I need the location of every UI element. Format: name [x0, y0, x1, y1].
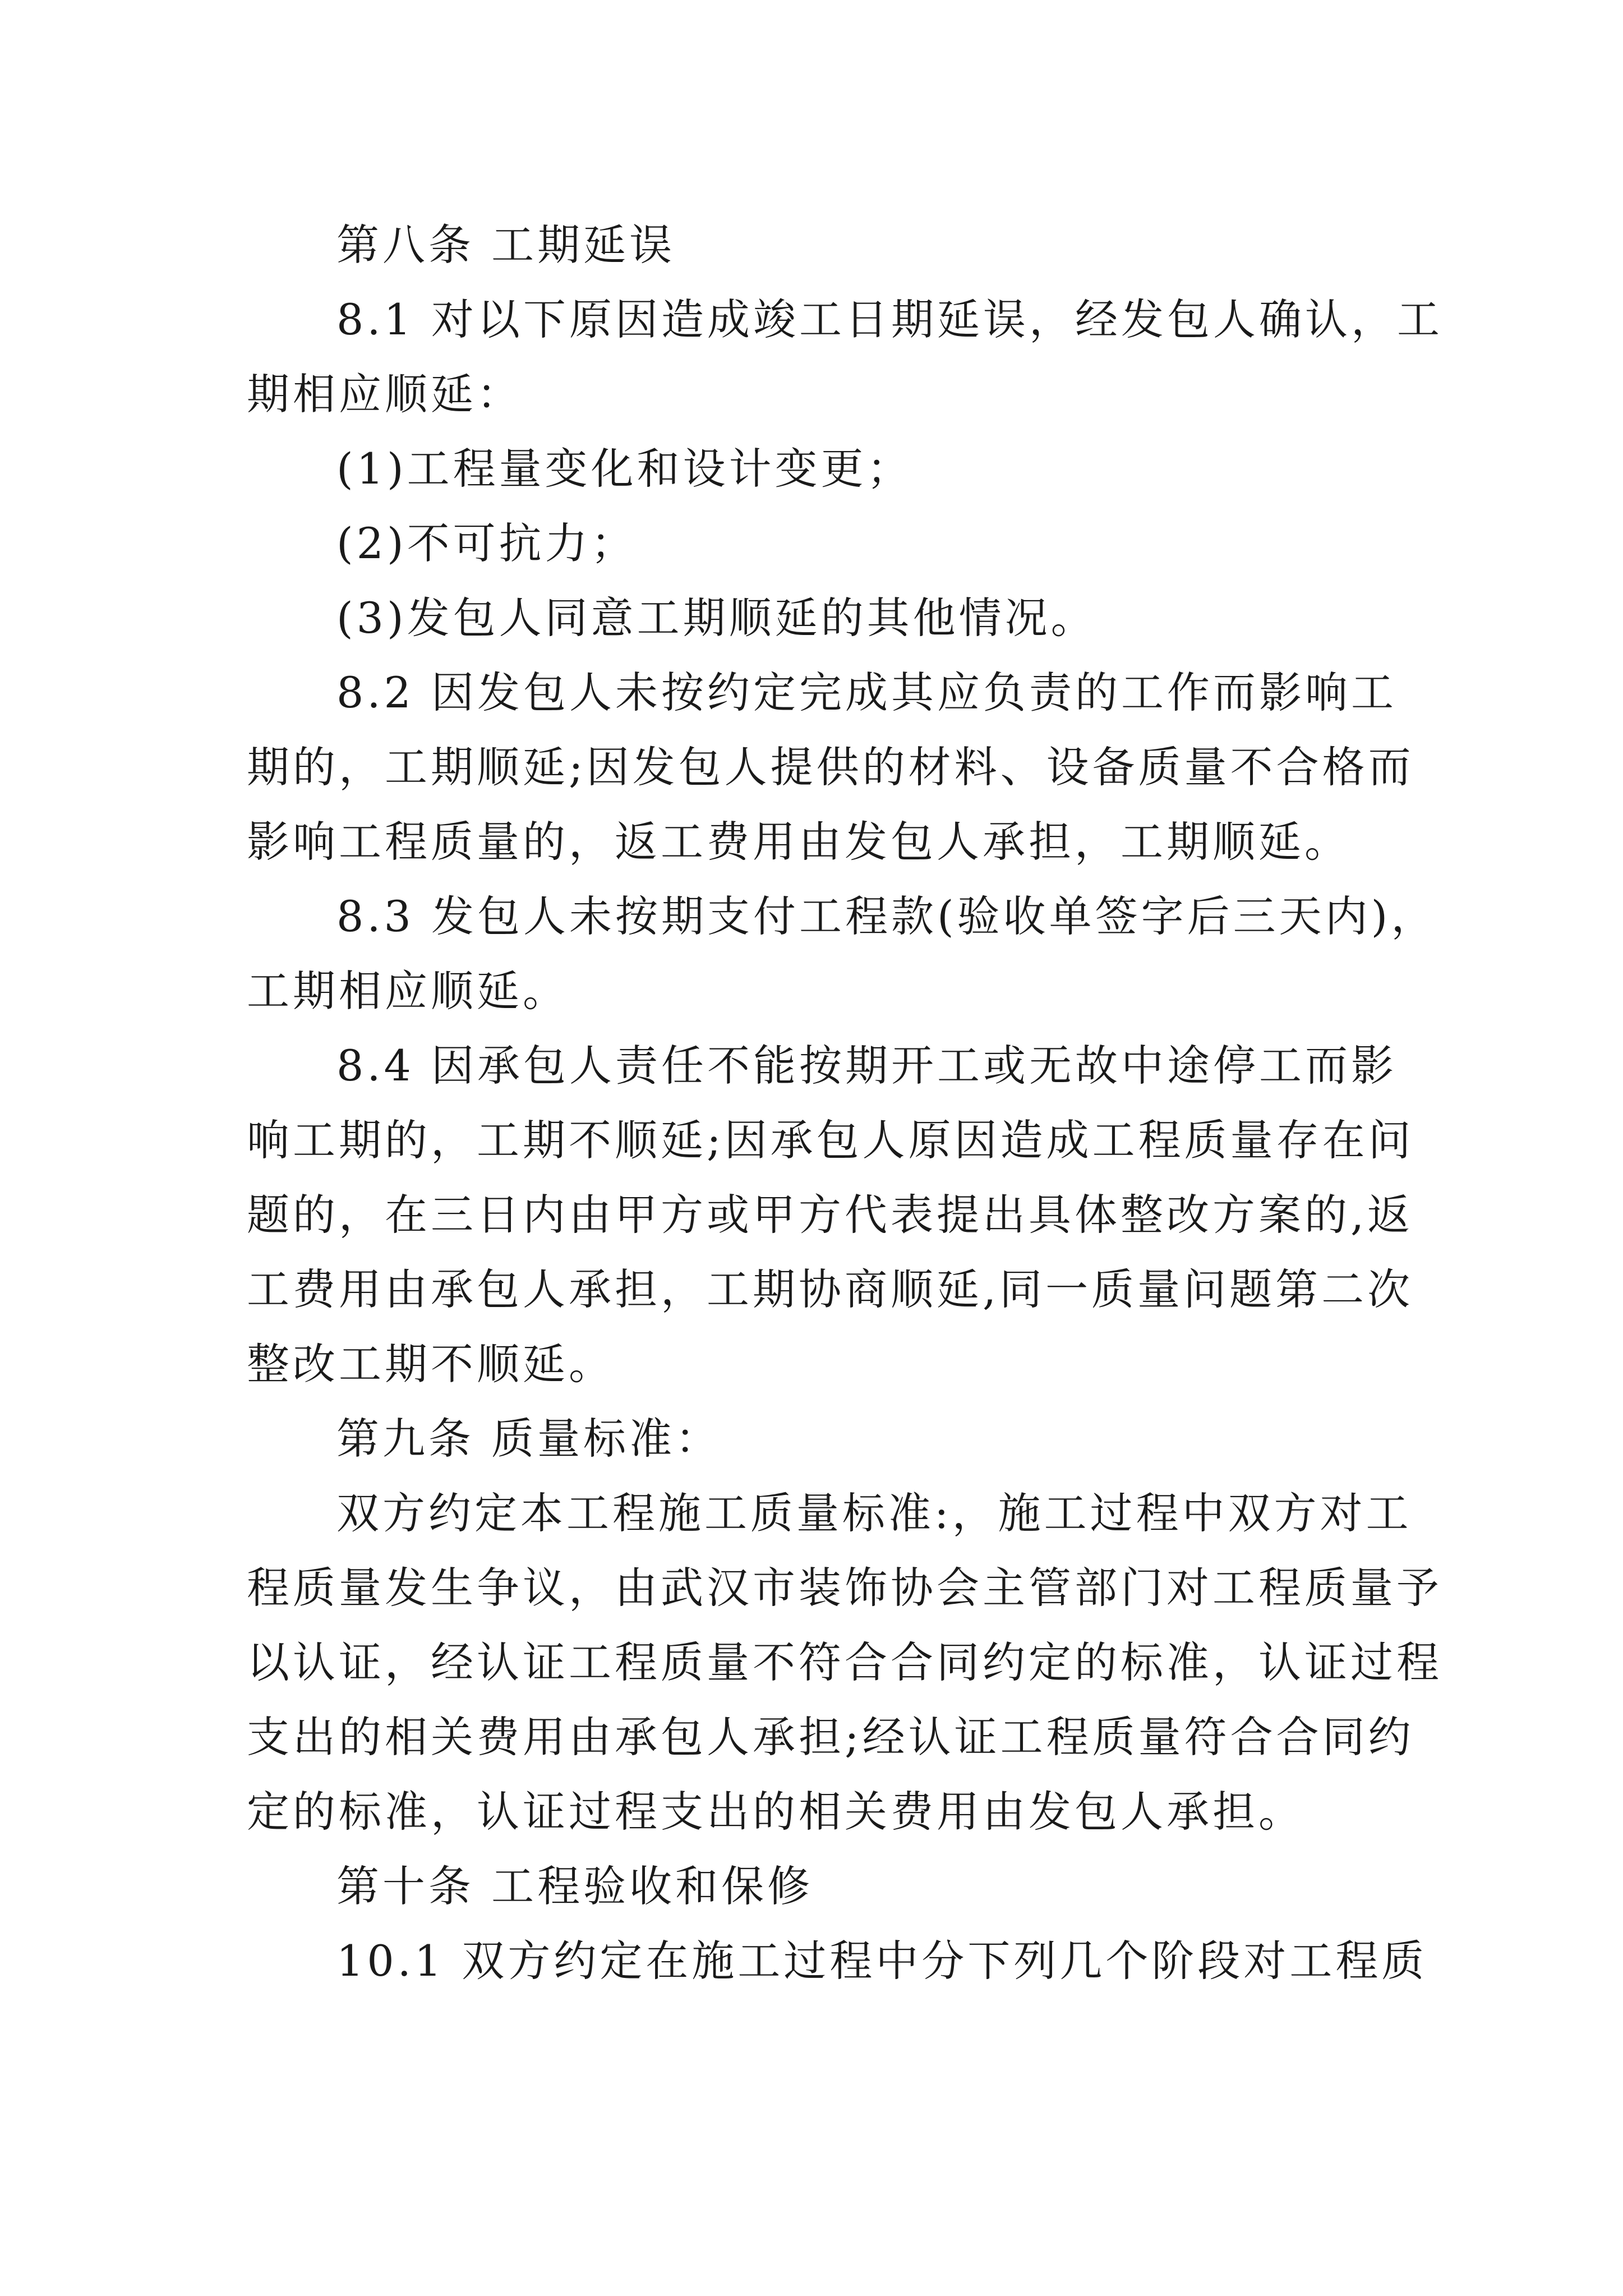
paragraph-line: 工期相应顺延。	[247, 966, 569, 1016]
list-item: (2)不可抗力；	[336, 518, 637, 568]
paragraph-line: 以认证，经认证工程质量不符合合同约定的标准，认证过程	[247, 1637, 1442, 1687]
paragraph-line: 8.2 因发包人未按约定完成其应负责的工作而影响工	[336, 668, 1398, 717]
paragraph-line: 8.4 因承包人责任不能按期开工或无故中途停工而影	[336, 1041, 1398, 1091]
paragraph-line: 期的，工期顺延;因发包人提供的材料、设备质量不合格而	[247, 742, 1414, 792]
paragraph-line: 程质量发生争议，由武汉市装饰协会主管部门对工程质量予	[247, 1563, 1442, 1613]
paragraph-line: 影响工程质量的，返工费用由发包人承担，工期顺延。	[247, 817, 1350, 867]
list-item: (3)发包人同意工期顺延的其他情况。	[336, 593, 1097, 643]
paragraph-line: 期相应顺延：	[247, 369, 523, 419]
paragraph-line: 响工期的，工期不顺延;因承包人原因造成工程质量存在问	[247, 1115, 1414, 1165]
paragraph-line: 8.1 对以下原因造成竣工日期延误，经发包人确认，工	[336, 295, 1444, 344]
paragraph-line: 题的，在三日内由甲方或甲方代表提出具体整改方案的,返	[247, 1190, 1414, 1240]
section-heading-8: 第八条 工期延误	[336, 220, 676, 270]
paragraph-line: 工费用由承包人承担，工期协商顺延,同一质量问题第二次	[247, 1264, 1414, 1314]
list-item: (1)工程量变化和设计变更；	[336, 444, 913, 494]
paragraph-line: 8.3 发包人未按期支付工程款(验收单签字后三天内)，	[336, 891, 1437, 941]
paragraph-line: 整改工期不顺延。	[247, 1339, 615, 1389]
paragraph-line: 定的标准，认证过程支出的相关费用由发包人承担。	[247, 1787, 1304, 1837]
paragraph-line: 10.1 双方约定在施工过程中分下列几个阶段对工程质	[336, 1936, 1428, 1986]
section-heading-10: 第十条 工程验收和保修	[336, 1861, 814, 1911]
document-body	[247, 208, 1444, 1998]
paragraph-line: 支出的相关费用由承包人承担;经认证工程质量符合合同约	[247, 1712, 1414, 1762]
paragraph-line: 双方约定本工程施工质量标准:，施工过程中双方对工	[336, 1488, 1412, 1538]
section-heading-9: 第九条 质量标准：	[336, 1414, 722, 1464]
